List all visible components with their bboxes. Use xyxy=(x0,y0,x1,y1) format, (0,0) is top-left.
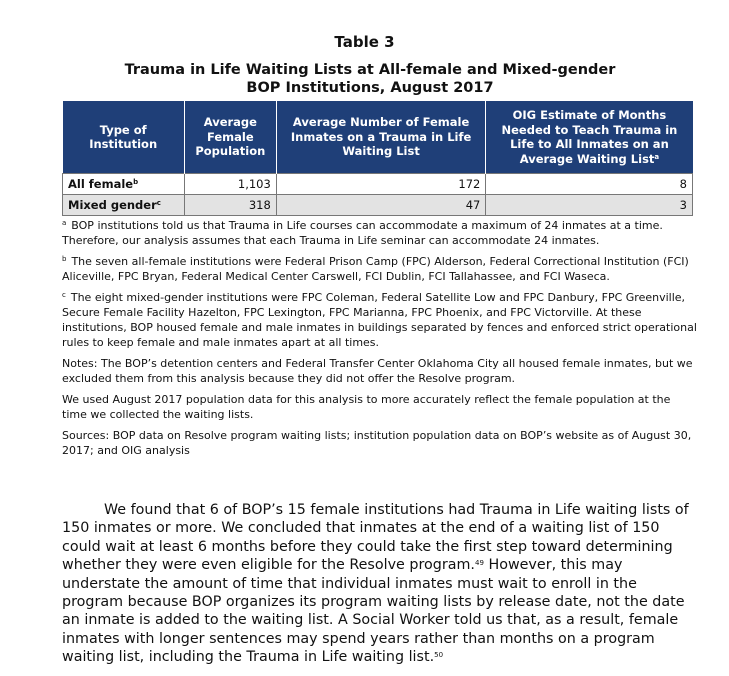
row-waiting: 172 xyxy=(276,174,486,195)
table-title-line1: Trauma in Life Waiting Lists at All-female and Mixed-gender xyxy=(124,62,616,78)
footnote-ref-50: 50 xyxy=(434,651,444,660)
footnote-a: $^a$ BOP institutions told us that Trauma in Life courses can accommodate a maximum of 24 inmates at a time. Therefore, our analysis assumes that each Trauma in Life seminar can accommodate 24 inmates. xyxy=(62,219,663,247)
row-waiting: 47 xyxy=(276,195,486,216)
table-notes xyxy=(62,219,697,465)
footnote-b: $^b$ The seven all-female institutions were Federal Prison Camp (FPC) Alderson, Federal Correctional Institution (FCI) Aliceville, FPC Bryan, Federal Medical Center Carswell, FCI Dublin, FCI Tallahassee, and FCI Waseca. xyxy=(62,255,689,283)
row-type: All female$^b$ xyxy=(63,174,185,195)
row-footnote-ref: b xyxy=(133,178,139,186)
body-paragraph: We found that 6 of BOP’s 15 female institutions had Trauma in Life waiting lists of 150 inmates or more. We concluded that inmates at the end of a waiting list of 150 could wait at least 6 months before they could take the first step toward determining whether they were even eligible for the Resolve program.$^{49}$ However, this may understate the amount of time that individual inmates must wait to enroll in the program because BOP organizes its program waiting lists by release date, not the date an inmate is added to the waiting list. A Social Worker told us that, as a result, female inmates with longer sentences may spend years rather than months on a program waiting list, including the Trauma in Life waiting list.$^{50}$ xyxy=(62,502,689,666)
header-type: Type of Institution xyxy=(63,101,185,174)
row-population: 1,103 xyxy=(184,174,276,195)
footnote-c: $^c$ The eight mixed-gender institutions were FPC Coleman, Federal Satellite Low and FPC Danbury, FPC Greenville, Secure Female Facility Hazelton, FPC Lexington, FPC Marianna, FPC Phoenix, and FPC Victorville. At these institutions, BOP housed female and male inmates in buildings separated by fences and enforced strict operational rules to keep female and male inmates apart at all times. xyxy=(62,291,697,349)
header-footnote-ref: a xyxy=(654,152,660,161)
header-months-estimate: OIG Estimate of Months Needed to Teach Trauma in Life to All Inmates on an Average Waiting List$^a$ xyxy=(486,101,693,174)
table-row xyxy=(63,174,693,195)
footnote-a-mark: a xyxy=(62,219,67,227)
row-footnote-ref: c xyxy=(156,199,161,207)
footnote-c-mark: c xyxy=(62,291,66,300)
waiting-list-table xyxy=(62,101,693,216)
sources-text: Sources: BOP data on Resolve program waiting lists; institution population data on BOP’s website as of August 30, 2017; and OIG analysis xyxy=(62,429,692,457)
table-title-line2: BOP Institutions, August 2017 xyxy=(246,80,494,96)
table-row xyxy=(63,195,693,216)
footnote-b-mark: b xyxy=(62,255,67,264)
header-waiting-count: Average Number of Female Inmates on a Trauma in Life Waiting List xyxy=(276,101,486,174)
table-title xyxy=(60,61,680,97)
row-type: Mixed gender$^c$ xyxy=(63,195,185,216)
notes-text: Notes: The BOP’s detention centers and Federal Transfer Center Oklahoma City all housed female inmates, but we excluded them from this analysis because they did not offer the Resolve program. xyxy=(62,356,693,385)
row-months: 8 xyxy=(486,174,693,195)
table-header-row xyxy=(63,101,693,174)
header-population: Average Female Population xyxy=(184,101,276,174)
table-number: Table 3 xyxy=(334,33,395,51)
footnote-ref-49: 49 xyxy=(474,559,484,568)
population-note: We used August 2017 population data for this analysis to more accurately reflect the female population at the time we collected the waiting lists. xyxy=(62,392,671,421)
row-months: 3 xyxy=(486,195,693,216)
row-population: 318 xyxy=(184,195,276,216)
